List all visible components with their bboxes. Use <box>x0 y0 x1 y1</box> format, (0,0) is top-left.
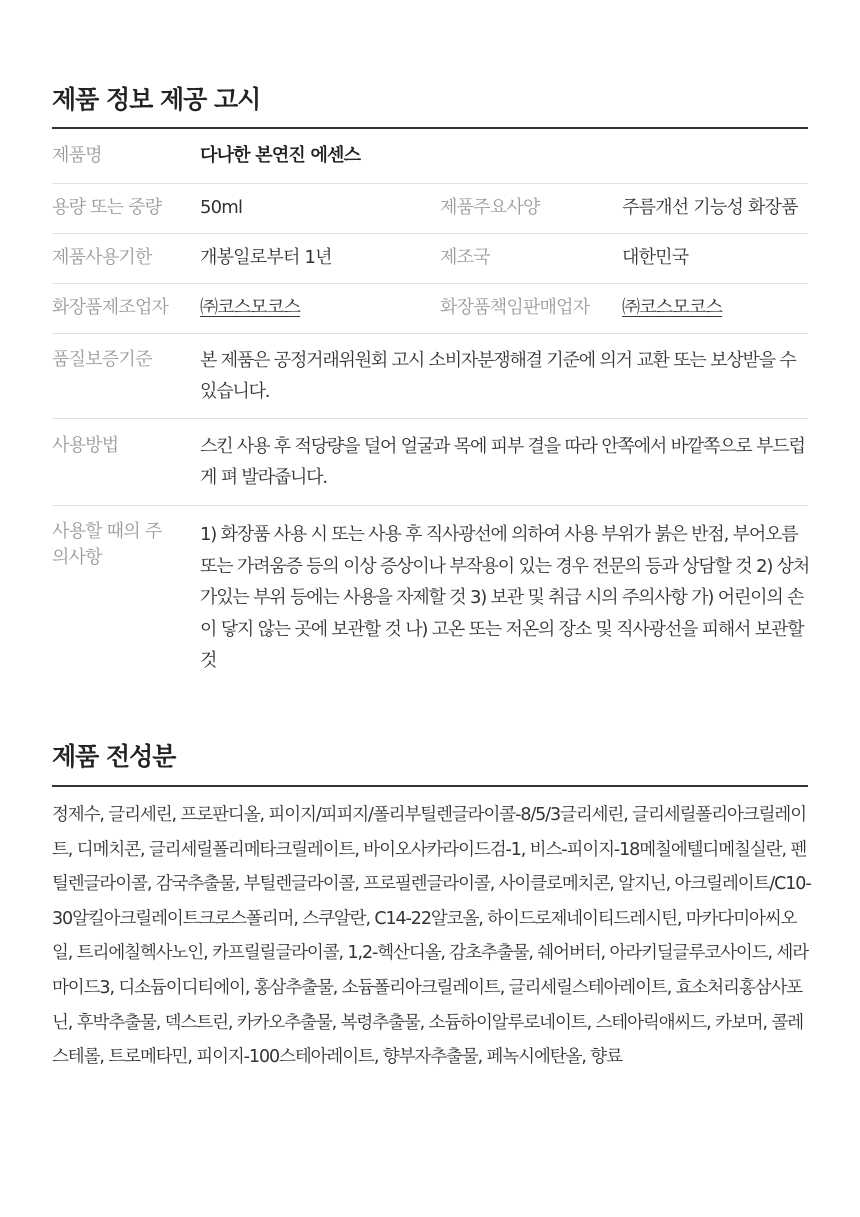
product-info-table <box>52 129 808 686</box>
label-manufacturer: 화장품제조업자 <box>52 297 169 318</box>
label-distributor: 화장품책임판매업자 <box>440 297 590 318</box>
info-row-volume <box>52 184 808 234</box>
value-product-name: 다나한 본연진 에센스 <box>200 145 361 166</box>
label-quality: 품질보증기준 <box>52 349 152 370</box>
info-row-product-name <box>52 129 808 184</box>
value-distributor: ㈜코스모코스 <box>622 297 723 318</box>
ingredients-list: 정제수, 글리세린, 프로판디올, 피이지/피피지/폴리부틸렌글라이콜-8/5/3글리세린, 글리세릴폴리아크릴레이트, 디메치콘, 글리세릴폴리메타크릴레이트, 바이오사카라이드검-1, 비스-피이지-18메칠에텔디메칠실란, 펜틸렌글라이콜, 감국추출물, 부틸렌글라이콜, 프로필렌글라이콜, 사이클로메치콘, 알지닌, 아크릴레이트/C10-30알킬아크릴레이트크로스폴리머, 스쿠알란, C14-22알코올, 하이드로제네이티드레시틴, 마카다미아씨오일, 트리에칠헥사노인, 카프릴릴글라이콜, 1,2-헥산디올, 감초추출물, 쉐어버터, 아라키딜글루코사이드, 세라마이드3, 디소듐이디티에이, 홍삼추출물, 소듐폴리아크릴레이트, 글리세릴스테아레이트, 효소처리홍삼사포닌, 후박추출물, 덱스트린, 카카오추출물, 복령추출물, 소듐하이알루로네이트, 스테아릭애씨드, 카보머, 콜레스테롤, 트로메타민, 피이지-100스테아레이트, 향부자추출물, 페녹시에탄올, 향료 <box>52 805 811 1068</box>
value-expiry: 개봉일로부터 1년 <box>200 247 332 268</box>
label-product-name: 제품명 <box>52 145 102 166</box>
label-expiry: 제품사용기한 <box>52 247 152 268</box>
ingredients-divider <box>52 785 808 787</box>
ingredients-title: 제품 전성분 <box>52 742 176 771</box>
label-volume: 용량 또는 중량 <box>52 197 162 218</box>
value-country: 대한민국 <box>622 247 689 268</box>
info-row-manufacturer <box>52 284 808 334</box>
value-manufacturer: ㈜코스모코스 <box>200 297 301 318</box>
value-caution: 1) 화장품 사용 시 또는 사용 후 직사광선에 의하여 사용 부위가 붉은 반점, 부어오름 또는 가려움증 등의 이상 증상이나 부작용이 있는 경우 전문의 등과 상담할 것 2) 상처가있는 부위 등에는 사용을 자제할 것 3) 보관 및 취급 시의 주의사항 가) 어린이의 손이 닿지 않는 곳에 보관할 것 나) 고온 또는 저온의 장소 및 직사광선을 피해서 보관할 것 <box>200 524 810 671</box>
value-main-spec: 주름개선 기능성 화장품 <box>622 197 798 218</box>
product-info-title: 제품 정보 제공 고시 <box>52 85 261 114</box>
value-quality: 본 제품은 공정거래위원회 고시 소비자분쟁해결 기준에 의거 교환 또는 보상받을 수 있습니다. <box>200 350 796 402</box>
label-main-spec: 제품주요사양 <box>440 197 540 218</box>
value-volume: 50ml <box>200 197 243 218</box>
value-usage: 스킨 사용 후 적당량을 덜어 얼굴과 목에 피부 결을 따라 안쪽에서 바깥쪽으로 부드럽게 펴 발라줍니다. <box>200 436 805 488</box>
info-row-usage <box>52 419 808 506</box>
label-country: 제조국 <box>440 247 490 268</box>
label-caution: 사용할 때의 주의사항 <box>52 521 162 568</box>
info-row-quality <box>52 334 808 419</box>
info-row-expiry <box>52 234 808 284</box>
label-usage: 사용방법 <box>52 435 119 456</box>
info-row-caution <box>52 506 808 686</box>
